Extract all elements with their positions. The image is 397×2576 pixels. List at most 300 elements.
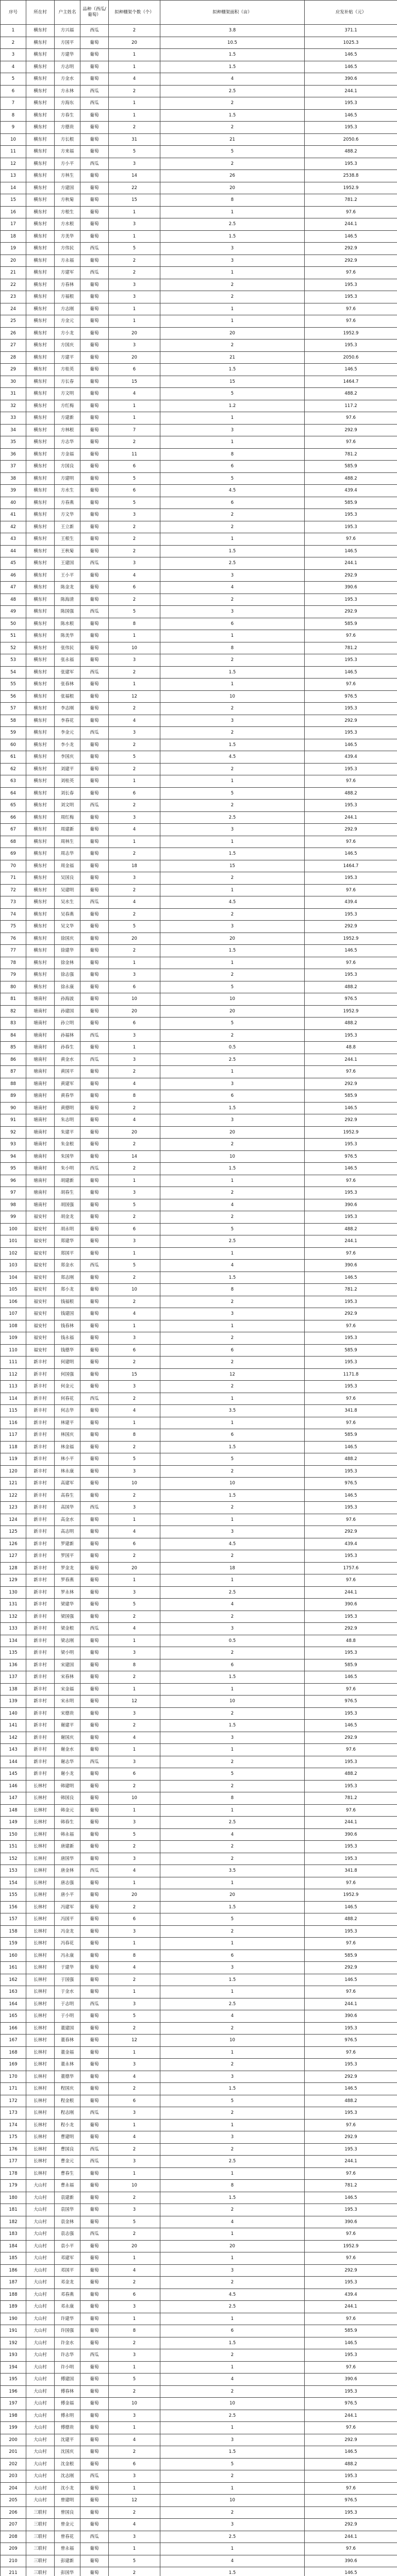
table-row [1,2107,397,2120]
cell-subsidy: 292.9 [305,1732,397,1744]
cell-subsidy: 292.9 [305,824,397,836]
cell-subsidy: 146.5 [305,2192,397,2204]
cell-variety: 葡萄 [80,424,109,436]
cell-shed-count: 3 [109,654,160,667]
cell-householder: 唐金林 [55,1865,80,1877]
cell-variety: 西瓜 [80,1865,109,1877]
header-index: 序号 [1,1,26,25]
cell-index: 162 [1,1974,26,1986]
table-row [1,364,397,376]
table-row [1,1841,397,1853]
cell-village: 横东村 [26,85,55,97]
cell-shed-area: 1.5 [160,1441,305,1453]
table-row [1,2301,397,2313]
cell-householder: 宋春林 [55,1671,80,1684]
cell-shed-area: 3 [160,243,305,255]
cell-shed-count: 3 [109,1586,160,1599]
cell-variety: 葡萄 [80,1223,109,1235]
cell-householder: 谢建平 [55,1720,80,1732]
cell-shed-count: 10 [109,2398,160,2410]
cell-shed-area: 1 [160,436,305,449]
cell-variety: 葡萄 [80,133,109,146]
cell-variety: 西瓜 [80,267,109,279]
cell-village: 横东村 [26,957,55,969]
cell-shed-area: 1 [160,1744,305,1756]
cell-index: 70 [1,860,26,872]
cell-shed-area: 10 [160,2398,305,2410]
cell-householder: 郑国平 [55,1247,80,1260]
cell-village: 长林村 [26,1828,55,1841]
cell-variety: 葡萄 [80,1102,109,1114]
table-row [1,1877,397,1889]
cell-householder: 彭国华 [55,2567,80,2576]
cell-shed-count: 1 [109,412,160,425]
cell-village: 横东村 [26,146,55,158]
cell-shed-count: 20 [109,37,160,49]
cell-index: 127 [1,1550,26,1563]
table-row [1,1828,397,1841]
cell-index: 85 [1,1042,26,1054]
cell-subsidy: 244.1 [305,2301,397,2313]
cell-variety: 葡萄 [80,1308,109,1320]
table-row [1,1671,397,1684]
cell-index: 62 [1,763,26,775]
cell-subsidy: 195.3 [305,2107,397,2120]
cell-shed-area: 20 [160,327,305,340]
cell-index: 208 [1,2531,26,2543]
cell-householder: 许国强 [55,2325,80,2337]
cell-householder: 方水生 [55,485,80,497]
cell-subsidy: 195.3 [305,594,397,606]
cell-shed-area: 1.5 [160,49,305,61]
cell-village: 新丰村 [26,1393,55,1405]
cell-shed-area: 1 [160,1877,305,1889]
cell-index: 101 [1,1235,26,1248]
cell-householder: 罗春燕 [55,1574,80,1587]
cell-subsidy: 146.5 [305,545,397,557]
cell-shed-count: 2 [109,1841,160,1853]
cell-shed-count: 4 [109,1732,160,1744]
cell-shed-count: 4 [109,2434,160,2446]
cell-subsidy: 195.3 [305,908,397,921]
cell-subsidy: 439.4 [305,896,397,909]
cell-shed-area: 4 [160,2010,305,2023]
cell-shed-count: 4 [109,2071,160,2083]
cell-shed-count: 4 [109,1526,160,1538]
cell-village: 新丰村 [26,1526,55,1538]
cell-variety: 葡萄 [80,73,109,86]
cell-variety: 西瓜 [80,2156,109,2168]
cell-shed-area: 2.5 [160,2531,305,2543]
cell-village: 横东村 [26,521,55,533]
cell-village: 新丰村 [26,1768,55,1781]
cell-shed-count: 2 [109,1102,160,1114]
cell-shed-count: 1 [109,630,160,642]
cell-index: 191 [1,2325,26,2337]
cell-subsidy: 439.4 [305,485,397,497]
cell-householder: 方根生 [55,206,80,218]
cell-shed-area: 1 [160,1683,305,1696]
table-row [1,2167,397,2180]
table-row [1,908,397,921]
cell-subsidy: 244.1 [305,557,397,570]
cell-index: 61 [1,751,26,764]
cell-shed-count: 2 [109,2083,160,2095]
cell-index: 90 [1,1102,26,1114]
cell-village: 大山村 [26,2325,55,2337]
table-row [1,2337,397,2349]
cell-variety: 葡萄 [80,1175,109,1187]
cell-variety: 葡萄 [80,206,109,218]
cell-shed-area: 2 [160,703,305,715]
cell-subsidy: 146.5 [305,49,397,61]
cell-subsidy: 97.6 [305,2482,397,2495]
table-row [1,1720,397,1732]
cell-variety: 葡萄 [80,340,109,352]
cell-village: 横东村 [26,679,55,691]
cell-shed-count: 15 [109,376,160,388]
cell-index: 157 [1,1913,26,1926]
cell-householder: 周金福 [55,860,80,872]
cell-subsidy: 146.5 [305,2337,397,2349]
cell-subsidy: 146.5 [305,945,397,957]
cell-shed-count: 2 [109,703,160,715]
cell-variety: 葡萄 [80,1066,109,1078]
cell-shed-count: 5 [109,1199,160,1211]
cell-shed-area: 1.5 [160,2337,305,2349]
table-row [1,1223,397,1235]
cell-index: 192 [1,2337,26,2349]
cell-village: 横东村 [26,206,55,218]
cell-householder: 董永林 [55,2059,80,2071]
cell-variety: 葡萄 [80,1357,109,1369]
table-row [1,2022,397,2035]
table-row [1,1586,397,1599]
cell-shed-area: 1.5 [160,61,305,73]
table-row [1,37,397,49]
cell-householder: 方兴福 [55,25,80,37]
table-row [1,243,397,255]
cell-index: 58 [1,715,26,727]
table-row [1,1792,397,1805]
table-row [1,376,397,388]
cell-shed-area: 20 [160,182,305,194]
cell-shed-count: 5 [109,606,160,618]
cell-subsidy: 146.5 [305,1974,397,1986]
cell-index: 179 [1,2180,26,2192]
cell-variety: 葡萄 [80,1247,109,1260]
cell-householder: 孙海波 [55,993,80,1006]
cell-subsidy: 97.6 [305,884,397,896]
cell-index: 67 [1,824,26,836]
cell-shed-count: 8 [109,1950,160,1962]
cell-shed-count: 2 [109,1550,160,1563]
cell-householder: 高建军 [55,1478,80,1490]
cell-variety: 西瓜 [80,85,109,97]
cell-variety: 葡萄 [80,1405,109,1417]
cell-variety: 葡萄 [80,2277,109,2289]
cell-index: 125 [1,1526,26,1538]
table-row [1,1986,397,1998]
cell-subsidy: 976.5 [305,1150,397,1163]
cell-village: 长林村 [26,2046,55,2059]
cell-subsidy: 97.6 [305,1744,397,1756]
cell-index: 204 [1,2482,26,2495]
cell-shed-area: 5 [160,1913,305,1926]
cell-householder: 方桂英 [55,364,80,376]
cell-shed-area: 2 [160,2059,305,2071]
cell-shed-count: 2 [109,1139,160,1151]
cell-variety: 葡萄 [80,1744,109,1756]
cell-village: 横东村 [26,775,55,788]
table-row [1,461,397,473]
cell-shed-count: 2 [109,1211,160,1224]
cell-shed-area: 2 [160,279,305,291]
cell-village: 长林村 [26,1804,55,1817]
cell-householder: 刘长春 [55,787,80,800]
table-row [1,2410,397,2422]
cell-village: 横东村 [26,739,55,751]
cell-variety: 葡萄 [80,1938,109,1950]
cell-shed-area: 3 [160,2131,305,2144]
cell-variety: 葡萄 [80,291,109,303]
cell-subsidy: 781.2 [305,448,397,461]
cell-village: 横东村 [26,860,55,872]
cell-index: 8 [1,109,26,122]
cell-householder: 曾国良 [55,2506,80,2519]
cell-shed-area: 1.5 [160,1901,305,1913]
cell-village: 大山村 [26,2422,55,2434]
cell-shed-count: 1 [109,1320,160,1332]
cell-shed-area: 10 [160,1696,305,1708]
cell-householder: 方建平 [55,351,80,364]
cell-shed-count: 3 [109,509,160,521]
table-row [1,2446,397,2459]
cell-village: 大山村 [26,2361,55,2374]
table-row [1,533,397,546]
cell-householder: 宋永明 [55,1696,80,1708]
cell-householder: 郑小龙 [55,1284,80,1296]
cell-index: 18 [1,230,26,243]
cell-variety: 葡萄 [80,2458,109,2470]
cell-subsidy: 146.5 [305,2083,397,2095]
cell-village: 新丰村 [26,1429,55,1442]
cell-variety: 葡萄 [80,1005,109,1018]
cell-index: 195 [1,2374,26,2386]
cell-variety: 葡萄 [80,1126,109,1139]
cell-village: 长林村 [26,1901,55,1913]
cell-index: 26 [1,327,26,340]
cell-subsidy: 488.2 [305,2458,397,2470]
cell-village: 福安村 [26,1260,55,1272]
cell-shed-area: 6 [160,1659,305,1671]
cell-shed-count: 2 [109,1780,160,1792]
cell-subsidy: 97.6 [305,2361,397,2374]
cell-subsidy: 488.2 [305,1453,397,1466]
cell-variety: 葡萄 [80,2046,109,2059]
cell-shed-area: 5 [160,2095,305,2107]
cell-index: 46 [1,569,26,582]
cell-shed-area: 26 [160,170,305,182]
cell-variety: 葡萄 [80,255,109,267]
cell-index: 21 [1,267,26,279]
cell-shed-count: 4 [109,2264,160,2277]
cell-village: 新丰村 [26,1368,55,1381]
cell-index: 13 [1,170,26,182]
table-row [1,1163,397,1175]
cell-subsidy: 244.1 [305,811,397,824]
cell-shed-count: 3 [109,2204,160,2216]
table-row [1,1489,397,1502]
cell-subsidy: 439.4 [305,1538,397,1550]
table-row [1,1526,397,1538]
cell-variety: 葡萄 [80,1368,109,1381]
cell-village: 大山村 [26,2240,55,2252]
cell-shed-area: 2 [160,1211,305,1224]
table-row [1,1175,397,1187]
cell-shed-count: 6 [109,2289,160,2301]
cell-village: 长林村 [26,2022,55,2035]
table-row [1,267,397,279]
cell-subsidy: 195.3 [305,1029,397,1042]
cell-shed-count: 6 [109,981,160,993]
table-row [1,824,397,836]
cell-shed-count: 6 [109,2458,160,2470]
cell-householder: 傅春林 [55,2385,80,2398]
cell-variety: 葡萄 [80,2385,109,2398]
cell-village: 福安村 [26,1332,55,1345]
table-row [1,1478,397,1490]
cell-index: 68 [1,836,26,848]
cell-variety: 葡萄 [80,2410,109,2422]
cell-shed-area: 1.5 [160,1102,305,1114]
table-row [1,1453,397,1466]
table-row [1,230,397,243]
cell-village: 横东村 [26,606,55,618]
cell-variety: 葡萄 [80,872,109,885]
cell-shed-count: 1 [109,1804,160,1817]
cell-shed-area: 1 [160,533,305,546]
cell-variety: 葡萄 [80,1707,109,1720]
cell-village: 横东村 [26,109,55,122]
cell-subsidy: 244.1 [305,2156,397,2168]
cell-subsidy: 292.9 [305,715,397,727]
table-row [1,2555,397,2567]
cell-variety: 葡萄 [80,969,109,981]
cell-variety: 葡萄 [80,2083,109,2095]
cell-variety: 西瓜 [80,727,109,739]
cell-householder: 孙春生 [55,1042,80,1054]
cell-variety: 葡萄 [80,351,109,364]
cell-shed-count: 1 [109,2046,160,2059]
cell-index: 137 [1,1671,26,1684]
table-row [1,1344,397,1357]
table-row [1,763,397,775]
cell-shed-count: 2 [109,2337,160,2349]
cell-shed-count: 12 [109,2035,160,2047]
cell-index: 150 [1,1828,26,1841]
cell-shed-area: 10.5 [160,37,305,49]
cell-village: 长林村 [26,1889,55,1902]
cell-village: 横东村 [26,654,55,667]
cell-householder: 方美华 [55,230,80,243]
cell-index: 185 [1,2252,26,2265]
cell-index: 153 [1,1865,26,1877]
cell-shed-area: 1 [160,1247,305,1260]
cell-variety: 葡萄 [80,2398,109,2410]
cell-shed-area: 3 [160,1623,305,1635]
cell-shed-area: 5 [160,1453,305,1466]
cell-shed-count: 14 [109,1150,160,1163]
cell-householder: 梁志刚 [55,1635,80,1647]
cell-village: 横东村 [26,811,55,824]
cell-shed-count: 10 [109,993,160,1006]
cell-shed-area: 1 [160,1514,305,1526]
cell-village: 横东村 [26,122,55,134]
cell-householder: 宋德贵 [55,1707,80,1720]
cell-householder: 冯永康 [55,1950,80,1962]
cell-householder: 沈建平 [55,2434,80,2446]
cell-village: 新丰村 [26,1683,55,1696]
cell-householder: 何志华 [55,1405,80,1417]
cell-subsidy: 195.3 [305,1550,397,1563]
cell-shed-count: 3 [109,340,160,352]
cell-village: 新丰村 [26,1574,55,1587]
cell-index: 193 [1,2349,26,2362]
cell-shed-area: 15 [160,860,305,872]
cell-householder: 方建华 [55,49,80,61]
cell-householder: 方伟民 [55,243,80,255]
cell-subsidy: 390.6 [305,2555,397,2567]
cell-shed-area: 10 [160,690,305,703]
cell-index: 88 [1,1078,26,1090]
cell-subsidy: 976.5 [305,2398,397,2410]
cell-shed-area: 2 [160,2349,305,2362]
table-row [1,1756,397,1768]
cell-subsidy: 390.6 [305,1828,397,1841]
header-row [1,1,397,25]
cell-village: 福安村 [26,1320,55,1332]
cell-shed-count: 10 [109,1478,160,1490]
cell-shed-count: 1 [109,400,160,412]
table-row [1,424,397,436]
cell-variety: 葡萄 [80,2216,109,2228]
cell-shed-count: 3 [109,279,160,291]
cell-variety: 葡萄 [80,2059,109,2071]
cell-variety: 葡萄 [80,2119,109,2131]
table-row [1,97,397,110]
table-row [1,557,397,570]
cell-variety: 葡萄 [80,2555,109,2567]
cell-index: 155 [1,1889,26,1902]
cell-subsidy: 292.9 [305,921,397,933]
table-row [1,2458,397,2470]
cell-shed-area: 5 [160,146,305,158]
cell-householder: 方建新 [55,412,80,425]
cell-shed-area: 6 [160,618,305,630]
cell-subsidy: 292.9 [305,2519,397,2531]
cell-householder: 黄德明 [55,1102,80,1114]
cell-shed-count: 2 [109,1720,160,1732]
cell-shed-area: 2 [160,1841,305,1853]
cell-village: 新丰村 [26,1441,55,1453]
table-row [1,1078,397,1090]
table-row [1,545,397,557]
cell-variety: 葡萄 [80,1913,109,1926]
cell-index: 111 [1,1357,26,1369]
cell-index: 49 [1,606,26,618]
cell-shed-count: 3 [109,158,160,170]
